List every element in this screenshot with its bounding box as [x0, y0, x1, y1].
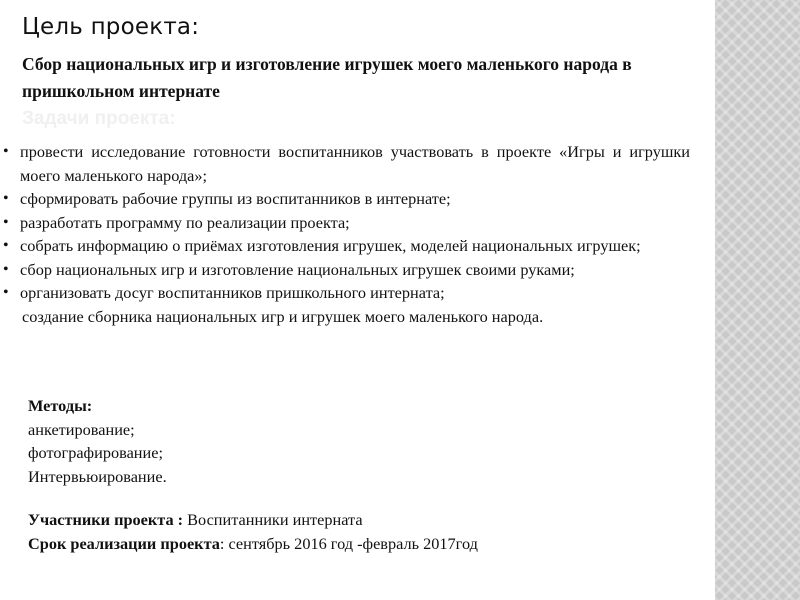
task-item: • организовать досуг воспитанников пришкольного интерната;: [0, 281, 690, 305]
task-item: • сформировать рабочие группы из воспитанников в интернате;: [0, 187, 690, 211]
method-item: фотографирование;: [28, 443, 163, 462]
methods-section: [28, 394, 428, 488]
slide-title: Цель проекта:: [22, 14, 200, 40]
task-item: • разработать программу по реализации проекта;: [0, 211, 690, 235]
period-line: [28, 532, 708, 556]
tasks-list: [0, 140, 690, 328]
methods-heading: Методы:: [28, 396, 93, 415]
method-item: Интервьюирование.: [28, 466, 167, 486]
task-item: • провести исследование готовности воспитанников участвовать в проекте «Игры и игрушки моего маленького народа»;: [0, 140, 690, 187]
task-item: создание сборника национальных игр и игрушек моего маленького народа.: [22, 306, 544, 326]
participants-label: Участники проекта :: [28, 510, 184, 529]
participants-value: Воспитанники интерната: [183, 510, 363, 529]
participants-line: [28, 508, 708, 532]
period-label: Срок реализации проекта: [28, 533, 220, 553]
period-value: : сентябрь 2016 год -февраль 2017год: [219, 533, 478, 553]
decorative-side-strip: [715, 0, 800, 600]
tasks-heading: Задачи проекта:: [22, 108, 176, 129]
method-item: анкетирование;: [28, 419, 135, 439]
project-info: [28, 508, 708, 555]
task-item: • собрать информацию о приёмах изготовления игрушек, моделей национальных игрушек;: [0, 234, 690, 258]
task-item: • сбор национальных игр и изготовление национальных игрушек своими руками;: [0, 258, 690, 282]
project-goal: Сбор национальных игр и изготовление игрушек моего маленького народа в пришкольном интернате: [22, 54, 632, 101]
